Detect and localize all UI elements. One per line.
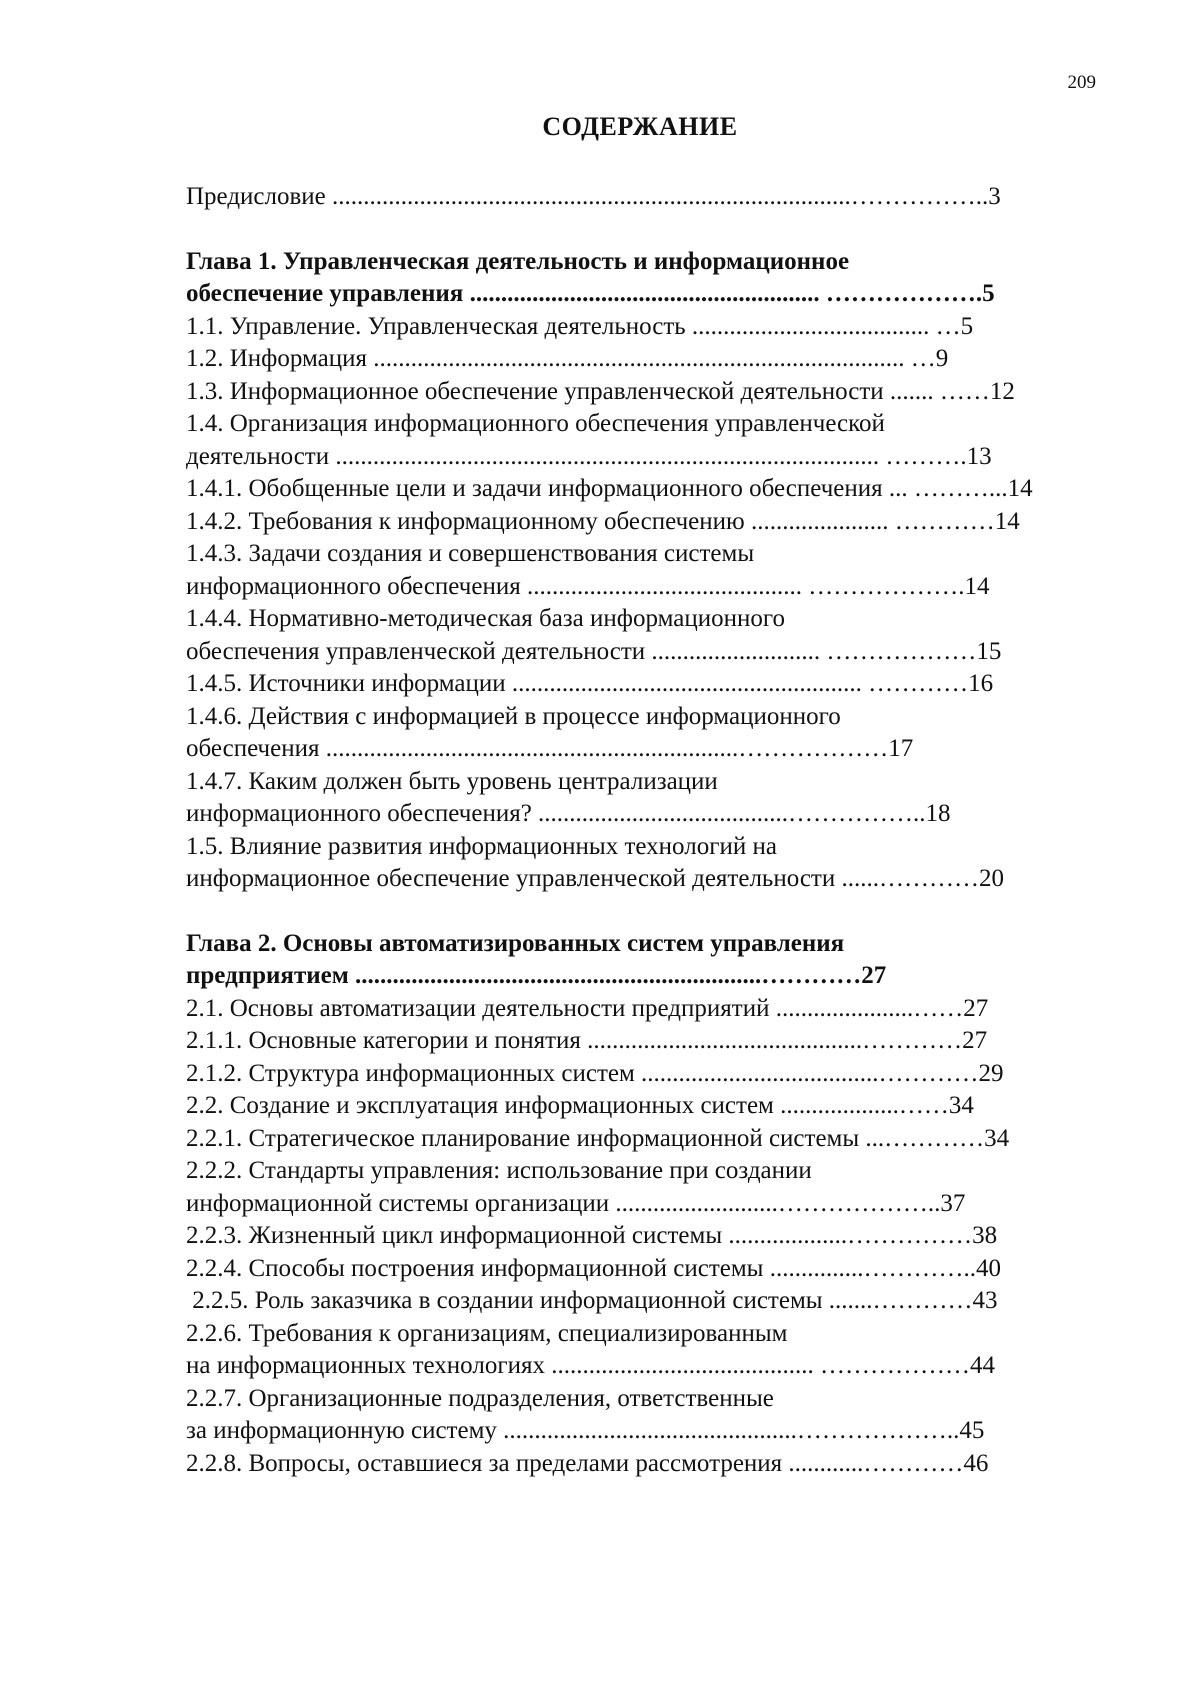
toc-entry-line: за информационную систему ...............................................………………..45: [186, 1417, 985, 1444]
toc-entry-line: 2.2. Создание и эксплуатация информационных систем ...................……34: [186, 1092, 974, 1119]
toc-entry: [186, 376, 1086, 409]
toc-entry: [186, 603, 1086, 668]
toc-entry: [186, 701, 1086, 766]
toc-entry: [186, 408, 1086, 473]
toc-entry-line: 1.3. Информационное обеспечение управленческой деятельности ....... ……12: [186, 377, 1015, 405]
toc-entry: [186, 311, 1086, 344]
toc-entry: [186, 1155, 1086, 1220]
toc-entry-line: 1.4.2. Требования к информационному обеспечению ...................... …………14: [186, 507, 1020, 535]
toc-entry-line: обеспечения управленческой деятельности ........................... ………………15: [186, 637, 1002, 665]
toc-entry-line: Предисловие ...................................................................................……………..3: [186, 183, 1001, 210]
toc-entry-line: информационного обеспечения? ........................................……………..18: [186, 800, 951, 827]
toc-entry-line: 2.2.5. Роль заказчика в создании информационной системы .......…………43: [186, 1287, 998, 1314]
toc-entry: [186, 343, 1086, 376]
toc-entry: [186, 1448, 1086, 1481]
toc-entry-line: 2.1.1. Основные категории и понятия ............................................…………27: [186, 1027, 988, 1054]
toc-entry: [186, 1220, 1086, 1253]
page-number: 209: [1067, 72, 1096, 93]
toc-entry-line: 2.1. Основы автоматизации деятельности предприятий ......................……27: [186, 994, 989, 1022]
toc-entry: [186, 1285, 1086, 1318]
toc-entry: [186, 506, 1086, 539]
toc-entry: [186, 1383, 1086, 1448]
toc-entry-line: информационного обеспечения ............................................ ……………….14: [186, 572, 990, 600]
toc-entry: [186, 538, 1086, 603]
toc-entry-line: 1.4.3. Задачи создания и совершенствования системы: [186, 540, 755, 567]
toc-entry-line: 2.2.6. Требования к организациям, специализированным: [186, 1319, 788, 1347]
toc-entry: [186, 668, 1086, 701]
toc-entry-line: обеспечение управления ........................................................ ……………….5: [186, 280, 995, 307]
toc-entry-line: Глава 2. Основы автоматизированных систем управления: [186, 929, 845, 957]
toc-entry-line: обеспечения ..................................................................………………17: [186, 735, 914, 762]
toc-chapter-entry: [186, 928, 1086, 993]
toc-entry-line: предприятием .................................................................…………27: [186, 962, 887, 989]
toc-entry-line: 1.4.7. Каким должен быть уровень централизации: [186, 767, 718, 795]
toc-entry-line: 1.4.6. Действия с информацией в процессе информационного: [186, 702, 841, 730]
toc-entry-line: 1.4.4. Нормативно-методическая база информационного: [186, 605, 785, 632]
toc-entry: [186, 766, 1086, 831]
toc-entry-line: 1.5. Влияние развития информационных технологий на: [186, 832, 777, 860]
toc-entry: [186, 1025, 1086, 1058]
toc-entry-line: 2.2.2. Стандарты управления: использование при создании: [186, 1157, 812, 1184]
toc-entry-line: деятельности ....................................................................................... ……….13: [186, 442, 992, 470]
toc-entry-line: Глава 1. Управленческая деятельность и информационное: [186, 247, 850, 275]
toc-entry-line: 2.2.4. Способы построения информационной системы ...............…………..40: [186, 1254, 1001, 1282]
table-of-contents: [186, 181, 1086, 1480]
toc-entry-line: на информационных технологиях .......................................... ………………44: [186, 1352, 995, 1379]
toc-entry-line: информационное обеспечение управленческой деятельности ......…………20: [186, 865, 1004, 892]
toc-entry: [186, 1090, 1086, 1123]
toc-entry-line: 2.2.3. Жизненный цикл информационной системы ...................……………38: [186, 1222, 998, 1249]
toc-entry-line: 2.1.2. Структура информационных систем ......................................…………29: [186, 1059, 1004, 1087]
toc-entry-line: 2.2.7. Организационные подразделения, ответственные: [186, 1384, 774, 1412]
toc-entry-line: 1.1. Управление. Управленческая деятельность ...................................... …5: [186, 312, 974, 340]
toc-entry-line: 1.4.5. Источники информации ........................................................ …………16: [186, 670, 994, 697]
toc-entry: [186, 1058, 1086, 1091]
toc-entry-line: 2.2.1. Стратегическое планирование информационной системы ...…………34: [186, 1124, 1010, 1152]
toc-entry-line: 1.4. Организация информационного обеспечения управленческой: [186, 410, 885, 437]
toc-entry: [186, 181, 1086, 214]
toc-entry: [186, 473, 1086, 506]
toc-entry: [186, 1253, 1086, 1286]
toc-entry: [186, 993, 1086, 1026]
toc-entry: [186, 831, 1086, 896]
toc-entry-line: 1.4.1. Обобщенные цели и задачи информационного обеспечения ... ………...14: [186, 475, 1033, 502]
toc-entry: [186, 1318, 1086, 1383]
page-title: СОДЕРЖАНИЕ: [542, 112, 738, 141]
section-gap: [186, 896, 1086, 928]
section-gap: [186, 214, 1086, 246]
toc-entry: [186, 1123, 1086, 1156]
toc-entry-line: 1.2. Информация ..................................................................................... …9: [186, 345, 949, 372]
toc-entry-line: 2.2.8. Вопросы, оставшиеся за пределами рассмотрения ............…………46: [186, 1449, 989, 1477]
toc-chapter-entry: [186, 246, 1086, 311]
toc-entry-line: информационной системы организации ..........................………………..37: [186, 1189, 966, 1217]
